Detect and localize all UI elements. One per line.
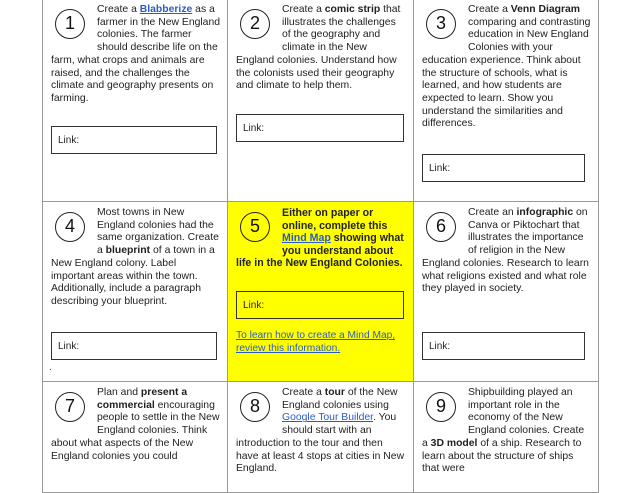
choice-number-badge: 3 [426,9,456,39]
choice-number-badge: 9 [426,392,456,422]
task-keyword: 3D model [430,437,478,449]
desc-text: on Canva or Piktochart that illustrates the importance of religion in the New England colonies. Research to learn what religions existed and what role they played in society. [422,207,589,295]
choice-cell-9 [413,381,599,493]
desc-text: as a farmer in the New England colonies. The farmer should describe life on the farm, what crops and animals are raised, and the challenges the climate and geography presents on farming. [51,4,221,104]
task-keyword: present a commercial [97,387,188,411]
choice-cell-6 [413,201,599,382]
choice-cell-7 [42,381,228,493]
mind-map-info-link[interactable]: To learn how to create a Mind Map, review this information. [236,330,396,354]
blabberize-link[interactable]: Blabberize [139,4,193,15]
desc-text: Most towns in New England colonies had the same organization. Create a [97,207,219,257]
link-label: Link: [429,163,451,174]
desc-text: of the New England colonies using [282,387,398,411]
desc-text: comparing and contrasting education in New England Colonies with your education experience. Think about the structure of schools, what is learned, and how students are expected to learn. Show you understand the similarities and differences. [422,16,591,130]
google-tour-builder-link[interactable]: Google Tour Builder [282,412,374,424]
choice-number-badge: 6 [426,212,456,242]
choice-board-grid [42,0,598,492]
link-label: Link: [243,300,265,311]
choice-cell-4 [42,201,228,382]
choice-cell-8 [227,381,414,493]
choice-cell-2 [227,0,414,202]
task-keyword: tour [324,387,345,398]
choice-cell-1 [42,0,228,202]
link-label: Link: [429,341,451,352]
desc-text: Create an [468,207,517,218]
choice-cell-3 [413,0,599,202]
desc-text: of a town in a New England colony. Label important areas within the town. Additionally, include a paragraph describing your blueprint. [51,245,215,307]
task-keyword: infographic [516,207,574,218]
choice-number-badge: 5 [240,212,270,242]
desc-text: . You should start with an introduction to the tour and then have at least 4 stops at cities in New England. [236,412,405,475]
desc-text: showing what you understand about life in the New England Colonies. [236,232,404,270]
link-field[interactable] [236,291,404,319]
desc-text: of a ship. Research to learn about the structure of ships that were [422,437,582,475]
link-field[interactable] [51,332,217,360]
desc-text: Either on paper or online, complete this [282,207,388,232]
task-keyword: Venn Diagram [510,4,581,15]
choice-number-badge: 7 [55,392,85,422]
link-field[interactable] [236,114,404,142]
desc-text: Create a [468,4,511,15]
choice-number-badge: 1 [55,9,85,39]
task-keyword: comic strip [324,4,381,15]
choice-number-badge: 8 [240,392,270,422]
stray-period: . [49,362,52,373]
link-label: Link: [58,135,80,146]
choice-cell-5 [227,201,414,382]
choice-number-badge: 2 [240,9,270,39]
desc-text: encouraging people to settle in the New England colonies. Think about what aspects of the New England colonies you could [51,399,220,462]
choice-number-badge: 4 [55,212,85,242]
desc-text: Shipbuilding played an important role in the economy of the New England colonies. Create a [422,387,585,449]
link-field[interactable] [422,332,585,360]
task-keyword: blueprint [105,245,151,257]
link-label: Link: [243,123,265,134]
desc-text: Create a [97,4,140,15]
mind-map-link[interactable]: Mind Map [282,232,331,245]
desc-text: Plan and [97,387,141,398]
link-field[interactable] [422,154,585,182]
link-label: Link: [58,341,80,352]
desc-text: that illustrates the challenges of the geography and climate in the New England colonies. Understand how the colonists used their geography and climate to help them. [236,4,401,92]
desc-text: Create a [282,387,325,398]
desc-text: Create a [282,4,325,15]
link-field[interactable] [51,126,217,154]
